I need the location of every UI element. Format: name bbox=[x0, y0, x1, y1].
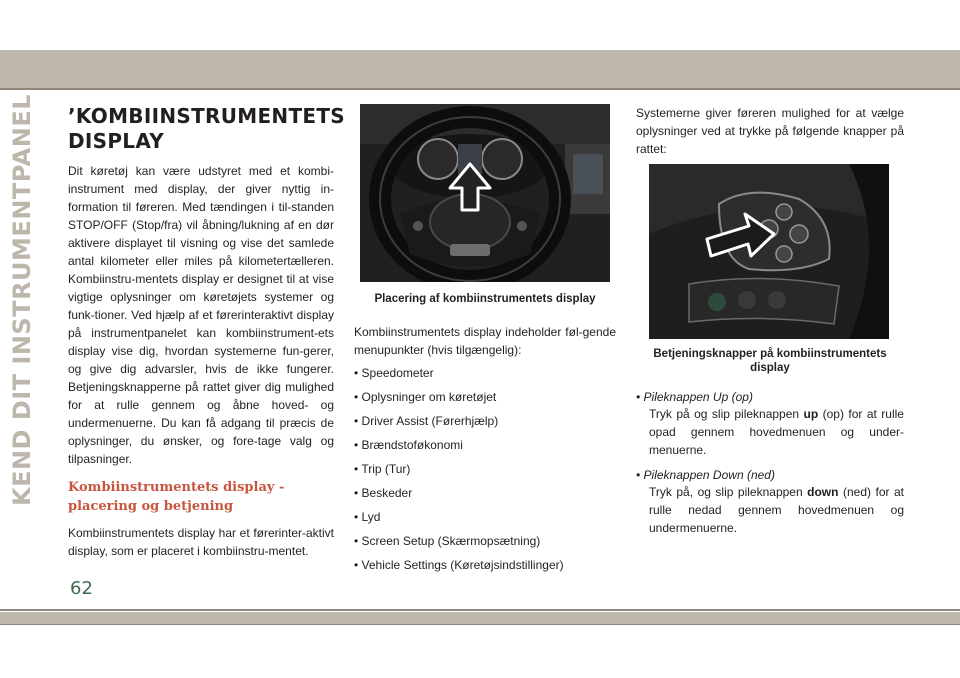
section-heading-line-1: ’KOMBIINSTRUMENTETS bbox=[68, 104, 346, 128]
up-button-keyword: up bbox=[803, 407, 819, 421]
page-number: 62 bbox=[70, 578, 93, 599]
column-2 bbox=[354, 104, 616, 577]
subsection-heading: Kombiinstrumentets display - placering og betjening bbox=[68, 480, 285, 514]
menu-item: • Screen Setup (Skærmopsætning) bbox=[354, 534, 541, 548]
header-band bbox=[0, 50, 960, 88]
up-button-item: • Pileknappen Up (op) Tryk på og slip pileknappen up (op) for at rulle opad gennem hovedmenuen og under-menuerne. bbox=[636, 390, 904, 457]
down-button-item: • Pileknappen Down (ned) Tryk på, og slip pileknappen down (ned) for at rulle nedad gennem hovedmenuen og undermenuerne. bbox=[636, 468, 904, 535]
down-button-text-post: (ned) for at rulle nedad gennem hovedmenuen og undermenuerne. bbox=[649, 485, 904, 535]
menu-item: • Speedometer bbox=[354, 366, 434, 380]
steering-wheel-illustration bbox=[360, 104, 610, 282]
column-3 bbox=[636, 104, 904, 545]
intro-paragraph: Dit køretøj kan være udstyret med et kombi-instrument med display, der giver nyttig in-formation til føreren. Med tændingen i til-standen STOP/OFF (Stop/fra) vil åbning/lukning af en dør aktivere displayet til visning og vise det samlede antal kilometer eller miles på kilometertælleren. Kombiinstru-mentets display er designet til at vise vigtige oplysninger om køretøjets systemer og funk-tioner. Ved hjælp af et førerinteraktivt display på instrumentpanelet kan kombiinstrument-ets display vise dig, hvordan systemerne fun-gerer, og give dig advarsler, hvis de ikke fungerer. Betjeningsknapperne på rattet giver dig mulighed for at rulle gennem og åbne hoved- og undermenuerne. Du kan få adgang til præcis de oplysninger, du ønsker, og fore-tage valg og tilpasninger. bbox=[68, 164, 334, 466]
up-button-text-pre: Tryk på og slip pileknappen bbox=[649, 407, 804, 421]
menu-item: • Oplysninger om køretøjet bbox=[354, 390, 497, 404]
footer-rule-top bbox=[0, 609, 960, 611]
menu-list bbox=[354, 361, 616, 577]
subsection-paragraph: Kombiinstrumentets display har et førerinter-aktivt display, som er placeret i kombiinstru-mentet. bbox=[68, 526, 334, 558]
menu-item: • Vehicle Settings (Køretøjsindstillinger) bbox=[354, 558, 564, 572]
down-button-title: Pileknappen Down (ned) bbox=[643, 468, 775, 482]
controls-photo-caption: Betjeningsknapper på kombiinstrumentets display bbox=[653, 348, 887, 374]
column-1 bbox=[68, 104, 346, 560]
menu-item: • Brændstoføkonomi bbox=[354, 438, 463, 452]
wheel-buttons-illustration bbox=[649, 164, 889, 339]
controls-intro: Systemerne giver føreren mulighed for at vælge oplysninger ved at trykke på følgende knapper på rattet: bbox=[636, 106, 904, 156]
footer-band bbox=[0, 612, 960, 624]
up-button-title: Pileknappen Up (op) bbox=[643, 390, 753, 404]
dashboard-photo bbox=[360, 104, 610, 282]
section-heading bbox=[68, 104, 346, 154]
controls-list bbox=[636, 389, 904, 537]
top-margin bbox=[0, 0, 960, 50]
menu-item: • Trip (Tur) bbox=[354, 462, 411, 476]
section-heading-line-2: DISPLAY bbox=[68, 129, 164, 153]
menu-item: • Beskeder bbox=[354, 486, 413, 500]
dashboard-photo-caption: Placering af kombiinstrumentets display bbox=[374, 293, 596, 305]
header-rule bbox=[0, 88, 960, 90]
menu-intro: Kombiinstrumentets display indeholder føl-gende menupunkter (hvis tilgængelig): bbox=[354, 325, 616, 357]
footer-rule-bottom bbox=[0, 624, 960, 625]
down-button-keyword: down bbox=[807, 485, 839, 499]
up-button-text-post: (op) for at rulle opad gennem hovedmenuen og under-menuerne. bbox=[649, 407, 904, 457]
controls-photo bbox=[649, 164, 889, 339]
menu-item: • Driver Assist (Førerhjælp) bbox=[354, 414, 499, 428]
menu-item: • Lyd bbox=[354, 510, 381, 524]
down-button-text-pre: Tryk på, og slip pileknappen bbox=[649, 485, 808, 499]
side-tab-label: KEND DIT INSTRUMENTPANEL bbox=[8, 93, 36, 507]
